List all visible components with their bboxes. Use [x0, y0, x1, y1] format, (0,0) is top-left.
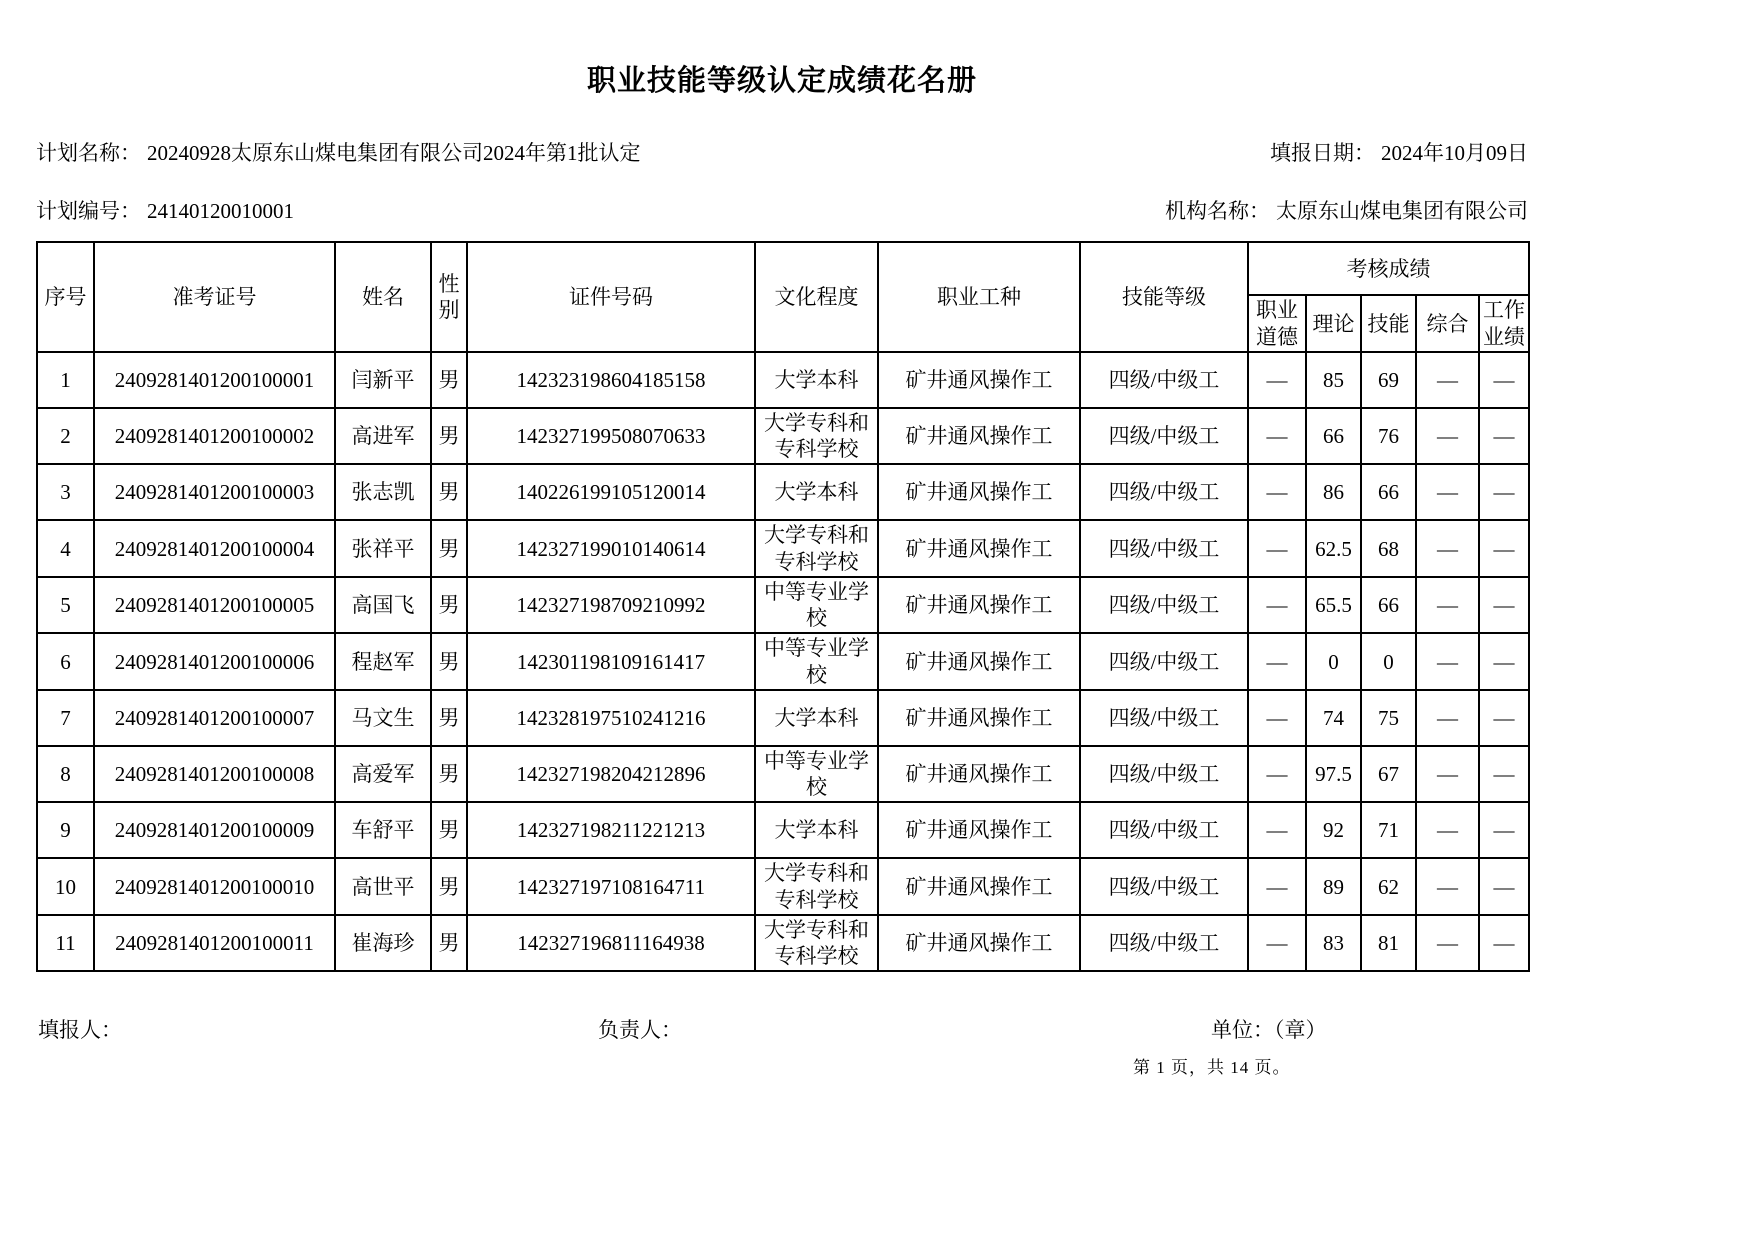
- cell-skill-level: 四级/中级工: [1080, 915, 1248, 972]
- cell-gender: 男: [431, 746, 467, 803]
- cell-occupation: 矿井通风操作工: [878, 352, 1080, 408]
- cell-score-theory: 92: [1306, 802, 1361, 858]
- page-title: 职业技能等级认定成绩花名册: [586, 65, 977, 97]
- cell-skill-level: 四级/中级工: [1080, 690, 1248, 746]
- header-score-ethics: 职业道德: [1248, 295, 1306, 352]
- cell-exam-no: 2409281401200100011: [94, 915, 335, 972]
- cell-score-ethics: —: [1248, 802, 1306, 858]
- header-gender: 性别: [431, 242, 467, 352]
- cell-score-skill: 67: [1361, 746, 1416, 803]
- table-row: [37, 352, 1529, 408]
- cell-score-work: —: [1479, 915, 1529, 972]
- cell-score-ethics: —: [1248, 408, 1306, 465]
- header-score-theory: 理论: [1306, 295, 1361, 352]
- cell-occupation: 矿井通风操作工: [878, 858, 1080, 915]
- cell-skill-level: 四级/中级工: [1080, 464, 1248, 520]
- cell-seq: 2: [37, 408, 94, 465]
- page-number: 第 1 页，共 14 页。: [1133, 1058, 1291, 1077]
- cell-skill-level: 四级/中级工: [1080, 577, 1248, 634]
- cell-id-no: 142327198211221213: [467, 802, 755, 858]
- cell-gender: 男: [431, 520, 467, 577]
- cell-score-work: —: [1479, 802, 1529, 858]
- cell-exam-no: 2409281401200100005: [94, 577, 335, 634]
- plan-name: [36, 141, 641, 166]
- header-occupation: 职业工种: [878, 242, 1080, 352]
- cell-score-comprehensive: —: [1416, 577, 1479, 634]
- header-seq: 序号: [37, 242, 94, 352]
- table-row: [37, 408, 1529, 465]
- cell-education: 大学本科: [755, 352, 878, 408]
- cell-seq: 5: [37, 577, 94, 634]
- cell-education: 大学本科: [755, 690, 878, 746]
- cell-id-no: 142328197510241216: [467, 690, 755, 746]
- cell-gender: 男: [431, 352, 467, 408]
- cell-gender: 男: [431, 858, 467, 915]
- cell-name: 闫新平: [335, 352, 431, 408]
- header-score-group: 考核成绩: [1248, 242, 1529, 295]
- plan-code: [36, 199, 294, 224]
- cell-gender: 男: [431, 802, 467, 858]
- cell-name: 马文生: [335, 690, 431, 746]
- cell-education: 大学本科: [755, 802, 878, 858]
- header-score-work: 工作业绩: [1479, 295, 1529, 352]
- cell-score-theory: 0: [1306, 633, 1361, 690]
- cell-name: 高进军: [335, 408, 431, 465]
- meta-row-2: [36, 199, 1528, 224]
- cell-education: 中等专业学校: [755, 746, 878, 803]
- cell-score-comprehensive: —: [1416, 690, 1479, 746]
- cell-seq: 6: [37, 633, 94, 690]
- cell-occupation: 矿井通风操作工: [878, 802, 1080, 858]
- header-name: 姓名: [335, 242, 431, 352]
- header-score-comprehensive: 综合: [1416, 295, 1479, 352]
- cell-score-theory: 85: [1306, 352, 1361, 408]
- cell-occupation: 矿井通风操作工: [878, 520, 1080, 577]
- meta-row-1: [36, 141, 1528, 166]
- cell-gender: 男: [431, 915, 467, 972]
- cell-gender: 男: [431, 633, 467, 690]
- cell-id-no: 142327198204212896: [467, 746, 755, 803]
- table-row: [37, 802, 1529, 858]
- report-date-label: 填报日期：: [1270, 141, 1375, 165]
- cell-score-ethics: —: [1248, 352, 1306, 408]
- plan-code-label: 计划编号：: [36, 199, 141, 224]
- cell-score-skill: 69: [1361, 352, 1416, 408]
- cell-score-comprehensive: —: [1416, 746, 1479, 803]
- cell-score-theory: 86: [1306, 464, 1361, 520]
- cell-score-theory: 65.5: [1306, 577, 1361, 634]
- cell-score-skill: 75: [1361, 690, 1416, 746]
- cell-score-comprehensive: —: [1416, 633, 1479, 690]
- table-row: [37, 633, 1529, 690]
- cell-score-ethics: —: [1248, 746, 1306, 803]
- org-name-label: 机构名称：: [1165, 199, 1270, 224]
- cell-education: 大学专科和专科学校: [755, 858, 878, 915]
- unit-label-text: 单位：: [1211, 1018, 1274, 1043]
- cell-name: 高国飞: [335, 577, 431, 634]
- cell-score-skill: 76: [1361, 408, 1416, 465]
- cell-score-work: —: [1479, 352, 1529, 408]
- table-row: [37, 746, 1529, 803]
- cell-exam-no: 2409281401200100002: [94, 408, 335, 465]
- cell-id-no: 142301198109161417: [467, 633, 755, 690]
- report-date: [1270, 141, 1528, 166]
- cell-score-work: —: [1479, 858, 1529, 915]
- cell-gender: 男: [431, 690, 467, 746]
- cell-seq: 10: [37, 858, 94, 915]
- cell-education: 大学本科: [755, 464, 878, 520]
- cell-score-comprehensive: —: [1416, 858, 1479, 915]
- header-id-no: 证件号码: [467, 242, 755, 352]
- header-skill-level: 技能等级: [1080, 242, 1248, 352]
- cell-score-work: —: [1479, 408, 1529, 465]
- cell-id-no: 142327199508070633: [467, 408, 755, 465]
- cell-name: 高世平: [335, 858, 431, 915]
- cell-skill-level: 四级/中级工: [1080, 746, 1248, 803]
- cell-exam-no: 2409281401200100001: [94, 352, 335, 408]
- cell-score-theory: 89: [1306, 858, 1361, 915]
- cell-seq: 4: [37, 520, 94, 577]
- table-row: [37, 520, 1529, 577]
- cell-exam-no: 2409281401200100006: [94, 633, 335, 690]
- cell-score-theory: 66: [1306, 408, 1361, 465]
- cell-occupation: 矿井通风操作工: [878, 464, 1080, 520]
- cell-score-work: —: [1479, 633, 1529, 690]
- cell-exam-no: 2409281401200100004: [94, 520, 335, 577]
- cell-score-comprehensive: —: [1416, 520, 1479, 577]
- cell-score-theory: 62.5: [1306, 520, 1361, 577]
- cell-exam-no: 2409281401200100010: [94, 858, 335, 915]
- cell-exam-no: 2409281401200100007: [94, 690, 335, 746]
- cell-score-theory: 74: [1306, 690, 1361, 746]
- cell-score-comprehensive: —: [1416, 802, 1479, 858]
- cell-score-work: —: [1479, 520, 1529, 577]
- cell-score-comprehensive: —: [1416, 408, 1479, 465]
- cell-education: 大学专科和专科学校: [755, 915, 878, 972]
- header-exam-no: 准考证号: [94, 242, 335, 352]
- cell-skill-level: 四级/中级工: [1080, 858, 1248, 915]
- cell-score-skill: 0: [1361, 633, 1416, 690]
- cell-occupation: 矿井通风操作工: [878, 915, 1080, 972]
- unit-seal-placeholder: （章）: [1274, 1018, 1327, 1043]
- report-date-value: 2024年10月09日: [1381, 141, 1528, 165]
- cell-id-no: 142327197108164711: [467, 858, 755, 915]
- cell-score-skill: 66: [1361, 577, 1416, 634]
- cell-id-no: 142327199010140614: [467, 520, 755, 577]
- cell-score-theory: 97.5: [1306, 746, 1361, 803]
- cell-score-ethics: —: [1248, 464, 1306, 520]
- filler-label: 填报人：: [38, 1018, 122, 1043]
- document-page: [36, 0, 1528, 1044]
- cell-name: 张祥平: [335, 520, 431, 577]
- cell-score-ethics: —: [1248, 633, 1306, 690]
- cell-score-work: —: [1479, 746, 1529, 803]
- cell-occupation: 矿井通风操作工: [878, 690, 1080, 746]
- cell-name: 高爱军: [335, 746, 431, 803]
- cell-seq: 9: [37, 802, 94, 858]
- cell-score-skill: 81: [1361, 915, 1416, 972]
- table-row: [37, 690, 1529, 746]
- cell-id-no: 142327196811164938: [467, 915, 755, 972]
- table-row: [37, 577, 1529, 634]
- cell-skill-level: 四级/中级工: [1080, 520, 1248, 577]
- cell-name: 程赵军: [335, 633, 431, 690]
- cell-id-no: 140226199105120014: [467, 464, 755, 520]
- cell-name: 张志凯: [335, 464, 431, 520]
- cell-score-work: —: [1479, 690, 1529, 746]
- org-name-value: 太原东山煤电集团有限公司: [1276, 199, 1528, 224]
- cell-education: 大学专科和专科学校: [755, 520, 878, 577]
- cell-seq: 11: [37, 915, 94, 972]
- cell-score-comprehensive: —: [1416, 915, 1479, 972]
- cell-name: 车舒平: [335, 802, 431, 858]
- unit-label: [1211, 1014, 1327, 1044]
- plan-name-label: 计划名称：: [36, 141, 141, 165]
- cell-occupation: 矿井通风操作工: [878, 408, 1080, 465]
- org-name: [1165, 199, 1528, 224]
- header-score-skill: 技能: [1361, 295, 1416, 352]
- signature-row: [36, 1014, 1528, 1044]
- cell-gender: 男: [431, 464, 467, 520]
- cell-education: 中等专业学校: [755, 577, 878, 634]
- cell-occupation: 矿井通风操作工: [878, 746, 1080, 803]
- cell-gender: 男: [431, 408, 467, 465]
- cell-score-skill: 66: [1361, 464, 1416, 520]
- cell-occupation: 矿井通风操作工: [878, 633, 1080, 690]
- cell-score-ethics: —: [1248, 690, 1306, 746]
- cell-score-comprehensive: —: [1416, 352, 1479, 408]
- cell-score-comprehensive: —: [1416, 464, 1479, 520]
- cell-score-ethics: —: [1248, 520, 1306, 577]
- cell-score-work: —: [1479, 464, 1529, 520]
- cell-seq: 8: [37, 746, 94, 803]
- cell-gender: 男: [431, 577, 467, 634]
- manager-label: 负责人：: [598, 1018, 682, 1043]
- cell-seq: 1: [37, 352, 94, 408]
- cell-score-theory: 83: [1306, 915, 1361, 972]
- cell-score-skill: 71: [1361, 802, 1416, 858]
- table-row: [37, 464, 1529, 520]
- cell-score-ethics: —: [1248, 577, 1306, 634]
- cell-score-skill: 62: [1361, 858, 1416, 915]
- cell-seq: 3: [37, 464, 94, 520]
- cell-education: 中等专业学校: [755, 633, 878, 690]
- cell-exam-no: 2409281401200100008: [94, 746, 335, 803]
- cell-exam-no: 2409281401200100003: [94, 464, 335, 520]
- table-row: [37, 915, 1529, 972]
- cell-score-ethics: —: [1248, 858, 1306, 915]
- cell-skill-level: 四级/中级工: [1080, 633, 1248, 690]
- table-row: [37, 858, 1529, 915]
- cell-name: 崔海珍: [335, 915, 431, 972]
- cell-exam-no: 2409281401200100009: [94, 802, 335, 858]
- cell-skill-level: 四级/中级工: [1080, 802, 1248, 858]
- header-education: 文化程度: [755, 242, 878, 352]
- cell-score-ethics: —: [1248, 915, 1306, 972]
- cell-skill-level: 四级/中级工: [1080, 352, 1248, 408]
- cell-education: 大学专科和专科学校: [755, 408, 878, 465]
- roster-table: [36, 241, 1530, 972]
- cell-occupation: 矿井通风操作工: [878, 577, 1080, 634]
- cell-skill-level: 四级/中级工: [1080, 408, 1248, 465]
- cell-score-skill: 68: [1361, 520, 1416, 577]
- plan-name-value: 20240928太原东山煤电集团有限公司2024年第1批认定: [147, 141, 641, 165]
- cell-id-no: 142327198709210992: [467, 577, 755, 634]
- cell-score-work: —: [1479, 577, 1529, 634]
- cell-id-no: 142323198604185158: [467, 352, 755, 408]
- plan-code-value: 24140120010001: [147, 199, 294, 224]
- cell-seq: 7: [37, 690, 94, 746]
